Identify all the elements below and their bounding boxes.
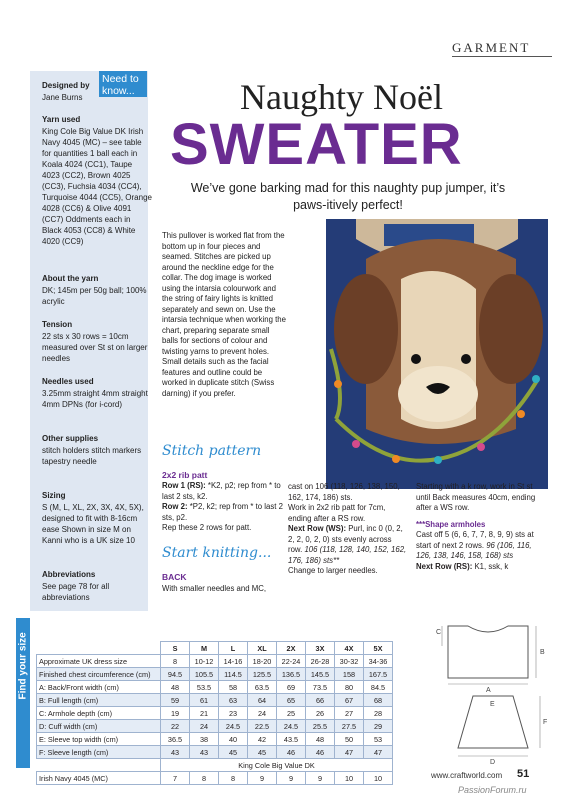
table-row: [37, 707, 393, 720]
size-header: S: [161, 642, 190, 655]
stitch-pattern-heading: Stitch pattern: [162, 443, 262, 459]
table-cell: 61: [190, 694, 219, 707]
table-cell: 43: [161, 746, 190, 759]
table-cell: 24.5: [219, 720, 248, 733]
abbreviations-title: Abbreviations: [42, 570, 96, 579]
yarn-title: Yarn used: [42, 115, 81, 124]
table-cell: 73.5: [306, 681, 335, 694]
title-line1: Naughty Noël: [240, 77, 443, 117]
label-f: F: [543, 719, 548, 726]
table-cell: 22-24: [277, 655, 306, 668]
yarn-heading: King Cole Big Value DK: [161, 759, 393, 772]
table-cell: 58: [219, 681, 248, 694]
table-cell: 9: [248, 772, 277, 785]
section-rule: [452, 56, 552, 57]
size-header: 3X: [306, 642, 335, 655]
back-text: With smaller needles and MC,: [162, 584, 266, 593]
garment-diagram: [428, 616, 552, 766]
stitch-row1: Row 1 (RS): *K2, p2; rep from * to last 2 sts, k2.: [162, 481, 281, 501]
table-cell: 105.5: [190, 668, 219, 681]
table-cell: 158: [335, 668, 364, 681]
footer-url[interactable]: www.craftworld.com: [431, 771, 503, 780]
table-row: [37, 694, 393, 707]
table-cell: 59: [161, 694, 190, 707]
label-d: D: [490, 759, 496, 766]
table-cell: 38: [190, 733, 219, 746]
table-cell: 19: [161, 707, 190, 720]
table-cell: 26: [306, 707, 335, 720]
table-cell: 28: [364, 707, 393, 720]
row-label: F: Sleeve length (cm): [37, 746, 161, 759]
next-row-rs: Next Row (RS): K1, ssk, k: [416, 561, 509, 571]
find-your-size-tab: Find your size: [16, 618, 30, 768]
stitch-row2: Row 2: *P2, k2; rep from * to last 2 sts, p2.: [162, 502, 283, 522]
table-cell: 26-28: [306, 655, 335, 668]
needles-block: [42, 376, 152, 410]
size-header-row: [37, 642, 393, 655]
table-cell: 69: [277, 681, 306, 694]
size-header: 4X: [335, 642, 364, 655]
table-cell: 48: [306, 733, 335, 746]
row-label: D: Cuff width (cm): [37, 720, 161, 733]
table-row: [37, 746, 393, 759]
row-label: Approximate UK dress size: [37, 655, 161, 668]
watermark: PassionForum.ru: [458, 785, 527, 795]
sweater-photo: [326, 219, 548, 489]
cast-on-text: cast on 106 (118, 126, 138, 150, 162, 174, 186) sts.: [288, 482, 400, 502]
row-label: Finished chest circumference (cm): [37, 668, 161, 681]
about-yarn-text: DK; 145m per 50g ball; 100% acrylic: [42, 286, 147, 306]
title-line2: SWEATER: [170, 112, 463, 177]
size-table: [36, 641, 393, 785]
instructions-col2: [288, 482, 408, 577]
label-e: E: [490, 701, 495, 708]
table-cell: 9: [306, 772, 335, 785]
supplies-title: Other supplies: [42, 434, 99, 443]
table-row: [37, 681, 393, 694]
table-cell: 45: [248, 746, 277, 759]
table-cell: 8: [161, 655, 190, 668]
table-cell: 67: [335, 694, 364, 707]
section-label: GARMENT: [452, 40, 531, 55]
start-knitting-heading: Start knitting...: [162, 545, 272, 561]
table-cell: 53.5: [190, 681, 219, 694]
size-header: M: [190, 642, 219, 655]
table-cell: 30-32: [335, 655, 364, 668]
table-cell: 114.5: [219, 668, 248, 681]
tension-block: [42, 319, 152, 364]
table-cell: 45: [219, 746, 248, 759]
table-cell: 10: [364, 772, 393, 785]
table-cell: 64: [248, 694, 277, 707]
table-cell: 29: [364, 720, 393, 733]
needles-title: Needles used: [42, 377, 94, 386]
table-cell: 24: [248, 707, 277, 720]
size-header: XL: [248, 642, 277, 655]
abbreviations-block: [42, 569, 152, 603]
row-label: B: Full length (cm): [37, 694, 161, 707]
yarn-heading-spacer: [37, 759, 161, 772]
table-cell: 46: [306, 746, 335, 759]
yarn-block: [42, 114, 152, 247]
header-spacer: [37, 642, 161, 655]
row-label: C: Armhole depth (cm): [37, 707, 161, 720]
yarn-heading-row: [37, 759, 393, 772]
table-cell: 136.5: [277, 668, 306, 681]
need-to-know-badge: Need to know...: [99, 71, 147, 97]
table-cell: 14-16: [219, 655, 248, 668]
supplies-text: stitch holders stitch markers tapestry needle: [42, 446, 142, 466]
table-cell: 8: [219, 772, 248, 785]
designer-block: [42, 80, 152, 103]
tension-title: Tension: [42, 320, 73, 329]
row-label: Irish Navy 4045 (MC): [37, 772, 161, 785]
size-header: 5X: [364, 642, 393, 655]
table-cell: 167.5: [364, 668, 393, 681]
table-row: [37, 733, 393, 746]
table-cell: 8: [190, 772, 219, 785]
stitch-repeat: Rep these 2 rows for patt.: [162, 523, 252, 532]
table-cell: 48: [161, 681, 190, 694]
table-cell: 63: [219, 694, 248, 707]
sizing-title: Sizing: [42, 491, 66, 500]
dog-sweater-illustration: [326, 219, 548, 489]
table-cell: 125.5: [248, 668, 277, 681]
table-cell: 10: [335, 772, 364, 785]
table-cell: 68: [364, 694, 393, 707]
table-cell: 42: [248, 733, 277, 746]
table-cell: 65: [277, 694, 306, 707]
table-cell: 36.5: [161, 733, 190, 746]
table-cell: 24.5: [277, 720, 306, 733]
standfirst: We’ve gone barking mad for this naughty pup jumper, it’s paws-itively perfect!: [190, 181, 506, 212]
shape-armholes-heading: ***Shape armholes: [416, 519, 486, 529]
table-cell: 46: [277, 746, 306, 759]
table-cell: 9: [277, 772, 306, 785]
table-cell: 50: [335, 733, 364, 746]
st-st-text: Starting with a k row, work in St st until Back measures 40cm, ending after a WS row.: [416, 482, 536, 512]
back-subheading: BACK: [162, 572, 187, 582]
table-cell: 47: [364, 746, 393, 759]
next-row-ws: Next Row (WS): Purl, inc 0 (0, 2, 2, 2, 0, 2, 0) sts evenly across row. 106 (118, 128, 140, 152, 162, 176, 186) sts**: [288, 524, 407, 565]
body-outline: [448, 626, 528, 678]
label-a: A: [486, 687, 491, 694]
cast-off-text: Cast off 5 (6, 6, 7, 7, 8, 9, 9) sts at start of next 2 rows. 96 (106, 116, 126, 138, 146, 158, 168) sts: [416, 530, 534, 560]
rib-work-text: Work in 2x2 rib patt for 7cm, ending after a RS row.: [288, 503, 386, 523]
page-number: 51: [517, 768, 530, 780]
intro-text: This pullover is worked flat from the bottom up in four pieces and seamed. Stitches are picked up around the neckline edge for the collar. The dog image is worked using the intarsia colourwork and the string of fairy lights is knitted separately and sewn on. Use the intarsia technique when working the chart, preparing separate small balls for sections of colour and twisting yarns to prevent holes. Small details such as the facial features and outline could be worked in duplicate stitch (Swiss darning) if you prefer.: [162, 231, 286, 398]
row-label: A: Back/Front width (cm): [37, 681, 161, 694]
yarn-quantity-row: [37, 772, 393, 785]
about-yarn-title: About the yarn: [42, 274, 99, 283]
table-cell: 47: [335, 746, 364, 759]
table-cell: 23: [219, 707, 248, 720]
yarn-text: King Cole Big Value DK Irish Navy 4045 (MC) – see table for quantities 1 ball each in Koala 4024 (CC1), Taupe 4023 (CC2), Brown 4025 (CC3), Fuchsia 4034 (CC4), Turquoise 4044 (CC5), Orange 4028 (CC6) & Olive 4091 (CC7) Oddments each in Black 4053 (CC8) & White 4020 (CC9): [42, 127, 152, 246]
table-cell: 43: [190, 746, 219, 759]
label-b: B: [540, 649, 545, 656]
table-cell: 25.5: [306, 720, 335, 733]
needles-text: 3.25mm straight 4mm straight 4mm DPNs (for i-cord): [42, 389, 148, 409]
table-cell: 40: [219, 733, 248, 746]
rib-patt-subheading: 2x2 rib patt: [162, 470, 208, 480]
table-cell: 18-20: [248, 655, 277, 668]
size-header: L: [219, 642, 248, 655]
table-cell: 94.5: [161, 668, 190, 681]
tension-text: 22 sts x 30 rows = 10cm measured over St st on larger needles: [42, 332, 148, 363]
table-cell: 25: [277, 707, 306, 720]
table-cell: 27.5: [335, 720, 364, 733]
table-row: [37, 655, 393, 668]
table-cell: 27: [335, 707, 364, 720]
instructions-col3: [416, 482, 546, 572]
table-cell: 22.5: [248, 720, 277, 733]
table-cell: 84.5: [364, 681, 393, 694]
designer-name: Jane Burns: [42, 93, 83, 102]
table-cell: 10-12: [190, 655, 219, 668]
about-yarn-block: [42, 273, 152, 307]
row-label: E: Sleeve top width (cm): [37, 733, 161, 746]
table-cell: 43.5: [277, 733, 306, 746]
supplies-block: [42, 433, 152, 467]
table-cell: 7: [161, 772, 190, 785]
table-cell: 34-36: [364, 655, 393, 668]
change-needles-text: Change to larger needles.: [288, 566, 378, 575]
table-row: [37, 668, 393, 681]
table-cell: 80: [335, 681, 364, 694]
table-cell: 63.5: [248, 681, 277, 694]
size-header: 2X: [277, 642, 306, 655]
table-cell: 21: [190, 707, 219, 720]
table-cell: 66: [306, 694, 335, 707]
sizing-block: [42, 490, 152, 546]
designed-by-title: Designed by: [42, 81, 90, 90]
sizing-text: S (M, L, XL, 2X, 3X, 4X, 5X), designed to fit with 8-16cm ease Shown in size M on Kanni who is a UK size 10: [42, 503, 144, 545]
table-cell: 22: [161, 720, 190, 733]
table-cell: 53: [364, 733, 393, 746]
label-c: C: [436, 629, 442, 636]
table-cell: 24: [190, 720, 219, 733]
abbreviations-text: See page 78 for all abbreviations: [42, 582, 110, 602]
table-cell: 145.5: [306, 668, 335, 681]
table-row: [37, 720, 393, 733]
stitch-rows: [162, 481, 284, 534]
